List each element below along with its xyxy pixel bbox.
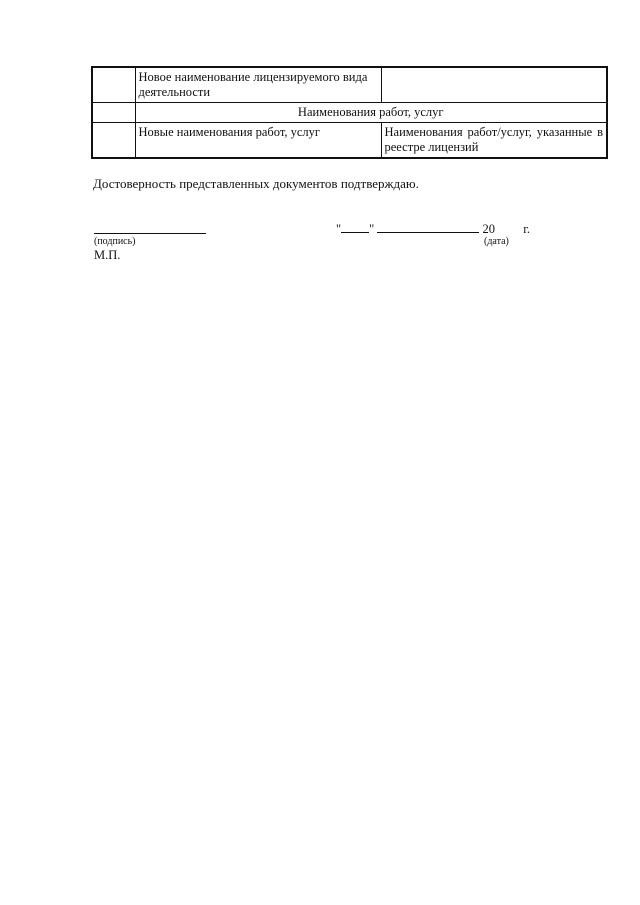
day-blank[interactable] bbox=[341, 221, 369, 233]
year-suffix: г. bbox=[523, 222, 531, 236]
date-close-quote: " bbox=[369, 222, 375, 236]
year-prefix: 20 bbox=[482, 222, 495, 236]
date-field bbox=[336, 221, 530, 236]
section-header-spacer bbox=[92, 103, 135, 123]
date-open-quote: " bbox=[336, 222, 342, 236]
activity-name-value bbox=[381, 67, 607, 103]
license-changes-table bbox=[91, 66, 608, 159]
new-works-services-label: Новые наименования работ, услуг bbox=[135, 123, 381, 159]
year-blank[interactable] bbox=[498, 221, 520, 233]
row-number-cell bbox=[92, 67, 135, 103]
table-row-works-services bbox=[92, 123, 607, 159]
confirmation-statement: Достоверность представленных документов подтверждаю. bbox=[93, 176, 419, 191]
table-row-section-header bbox=[92, 103, 607, 123]
month-blank[interactable] bbox=[377, 221, 479, 233]
row-number-cell bbox=[92, 123, 135, 159]
table-row-activity-name bbox=[92, 67, 607, 103]
signature-line[interactable] bbox=[94, 233, 206, 234]
registry-works-services-label: Наименования работ/услуг, указанные в реестре лицензий bbox=[381, 123, 607, 159]
stamp-label: М.П. bbox=[94, 248, 121, 262]
activity-name-label: Новое наименование лицензируемого вида деятельности bbox=[135, 67, 381, 103]
date-caption: (дата) bbox=[484, 236, 509, 247]
works-services-header: Наименования работ, услуг bbox=[135, 103, 607, 123]
signature-caption: (подпись) bbox=[94, 236, 136, 247]
